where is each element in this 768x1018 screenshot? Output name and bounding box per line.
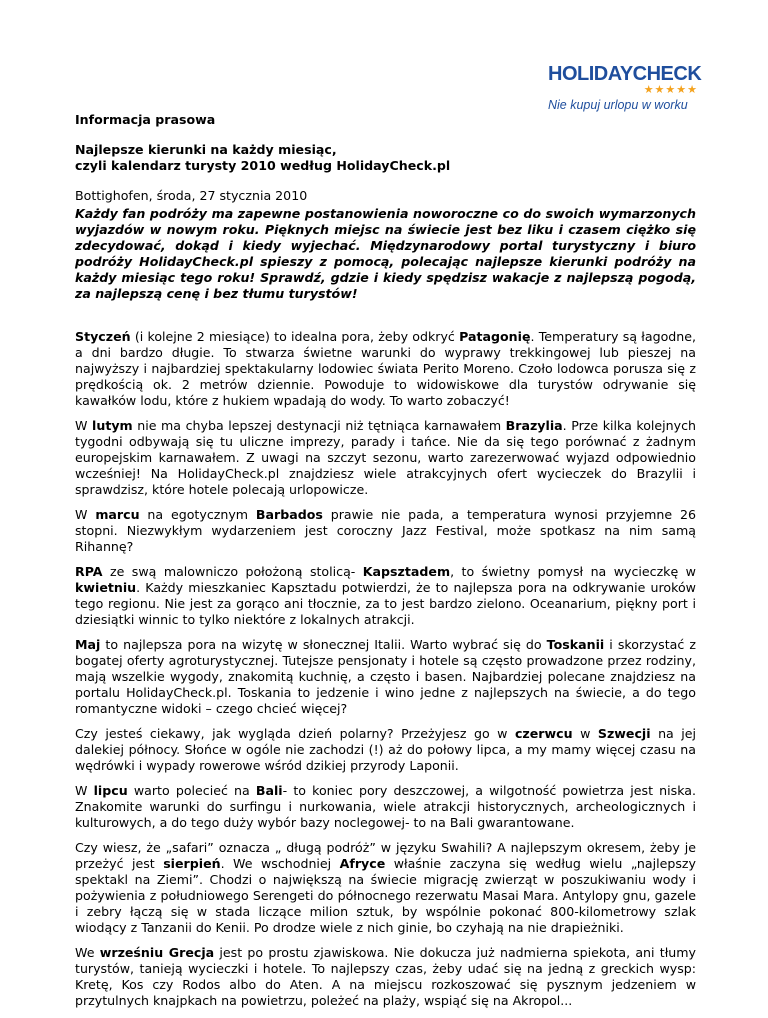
bold-term: Kapsztadem (362, 564, 451, 579)
document-label: Informacja prasowa (75, 112, 216, 127)
headline-line-2: czyli kalendarz turysty 2010 według HolidayCheck.pl (75, 158, 451, 173)
bold-term: lipcu (93, 783, 128, 798)
holidaycheck-logo[interactable] (548, 63, 702, 114)
bold-term: sierpień (163, 856, 221, 871)
logo-tagline: Nie kupuj urlopu w worku (548, 98, 688, 112)
text-run: W (75, 418, 93, 433)
text-run: jest po prostu zjawiskowa. Nie dokucza już nadmierna spiekota, ani tłumy turystów, tanieją wycieczki i hotele. To najlepszy czas, żeby udać się na jedną z greckich wysp: Kretę, Kos czy Rodos albo do Aten. A na miejscu rozkoszować się pysznym jedzeniem w przytulnych knajpkach na powietrzu, poleżeć na plaży, wspiąć się na Akropol... (75, 945, 696, 1008)
text-run: Czy wiesz, że „safari” oznacza „ długą podróż” w języku Swahili? A najlepszym okresem, żeby je przeżyć jest (75, 840, 696, 871)
bold-term: Bali (255, 783, 283, 798)
logo-part-holiday: HOLIDAY (548, 63, 633, 85)
bold-term: Afryce (339, 856, 386, 871)
bold-term: RPA (75, 564, 103, 579)
text-run: nie ma chyba lepszej destynacji niż tętniąca karnawałem (132, 418, 506, 433)
bold-term: kwietniu (75, 580, 137, 595)
bold-term: Brazylia (505, 418, 563, 433)
text-run: prawie nie pada, a temperatura wynosi przyjemne 26 stopni. Niezwykłym wydarzeniem jest coroczny Jazz Festival, może spotkasz na nim samą Rihannę? (75, 507, 696, 554)
headline (75, 142, 696, 174)
text-run: , to świetny pomysł na wycieczkę w (450, 564, 696, 579)
text-run: . Każdy mieszkaniec Kapsztadu potwierdzi, że to najlepsza pora na odkrywanie uroków tego regionu. Nie jest za gorąco ani tłocznie, za to jest bardzo zielono. Oceanarium, piękny port i dziesiątki winnic to tylko niektóre z lokalnych atrakcji. (75, 580, 696, 627)
text-run: warto polecieć na (127, 783, 256, 798)
logo-part-check: CHECK (632, 63, 702, 85)
bold-term: Toskanii (546, 637, 605, 652)
dateline: Bottighofen, środa, 27 stycznia 2010 (75, 188, 308, 203)
text-run: na egotycznym (139, 507, 256, 522)
text-run: . Temperatury są łagodne, a dni bardzo długie. To stwarza świetne warunki do wyprawy trekkingowej lub pieszej na najwyższy i najbardziej spektakularny lodowiec świata Perito Moreno. Czoło lodowca porusza się z prędkością ok. 2 metrów dziennie. Powoduje to widowiskowe dla turystów odrywanie się kawałków lodu, które z hukiem wpadają do wody. To warto zobaczyć! (75, 329, 696, 408)
paragraph-january (75, 329, 696, 409)
press-release-body (75, 112, 696, 1018)
text-run: Czy jesteś ciekawy, jak wygląda dzień polarny? Przeżyjesz go w (75, 726, 515, 741)
text-run: W (75, 783, 94, 798)
text-run: to najlepsza pora na wizytę w słonecznej Italii. Warto wybrać się do (100, 637, 547, 652)
paragraph-march (75, 507, 696, 555)
bold-term: Szwecji (597, 726, 651, 741)
paragraph-june (75, 726, 696, 774)
text-run: na jej dalekiej północy. Słońce w ogóle nie zachodzi (!) aż do połowy lipca, a my mamy więcej czasu na wędrówki i wypady rowerowe wśród dzikiej przyrody Laponii. (75, 726, 697, 773)
text-run: . Prze kilka kolejnych tygodni odbywają się tu uliczne imprezy, parady i tańce. Nie da się tego porównać z żadnym europejskim karnawałem. Z uwagi na szczyt sezonu, warto zarezerwować wyjazd odpowiednio wcześniej! Na HolidayCheck.pl znajdziesz wiele atrakcyjnych ofert wycieczek do Brazylii i sprawdzisz, które hotele polecają urlopowicze. (75, 418, 696, 497)
text-run: właśnie zaczyna się według wielu „najlepszy spektakl na Ziemi”. Chodzi o największą na świecie migrację zwierząt w poszukiwaniu wody i pożywienia z południowego Serengeti do północnego rezerwatu Masai Mara. Antylopy gnu, gazele i zebry łączą się w stada liczące milion sztuk, by wspólnie pokonać 800-kilometrowy szlak wiodący z Tanzanii do Kenii. Po drodze wiele z nich ginie, bo czyhają na nie drapieżniki. (75, 856, 696, 935)
bold-term: Patagonię (459, 329, 531, 344)
lead-paragraph: Każdy fan podróży ma zapewne postanowienia noworoczne co do swoich wymarzonych wyjazdów w nowym roku. Pięknych miejsc na świecie jest bez liku i czasem ciężko się zdecydować, dokąd i kiedy wyjechać. Międzynarodowy portal turystyczny i biuro podróży HolidayCheck.pl spieszy z pomocą, polecając najlepsze kierunki podróży na każdy miesiąc tego roku! Sprawdź, gdzie i kiedy spędzisz wakacje z najlepszą pogodą, za najlepszą cenę i bez tłumu turystów! (75, 206, 696, 301)
paragraph-may (75, 637, 696, 717)
rating-stars-icon: ★★★★★ (643, 83, 698, 96)
text-run: i skorzystać z bogatej oferty agroturystycznej. Tutejsze pensjonaty i hotele są często prowadzone przez rodziny, mają wszelkie wygody, znakomitą kuchnię, a często i basen. Najbardziej polecane znajdziesz na portalu HolidayCheck.pl. Toskania to jedzenie i wino jedne z najlepszych na świecie, a do tego romantyczne widoki – czego chcieć więcej? (75, 637, 696, 716)
bold-term: Maj (75, 637, 101, 652)
paragraph-february (75, 418, 696, 498)
text-run: ze swą malowniczo położoną stolicą- (102, 564, 363, 579)
text-run: We (75, 945, 100, 960)
headline-line-1: Najlepsze kierunki na każdy miesiąc, (75, 142, 337, 157)
logo-wordmark (548, 63, 702, 85)
paragraph-august (75, 840, 696, 936)
bold-term: czerwcu (514, 726, 573, 741)
text-run: w (572, 726, 598, 741)
bold-term: Barbados (255, 507, 323, 522)
text-run: - to koniec pory deszczowej, a wilgotność powietrza jest niska. Znakomite warunki do surfingu i nurkowania, wiele atrakcji historycznych, archeologicznych i kulturowych, a do tego duży wybór bazy noclegowej- to na Bali gwarantowane. (75, 783, 696, 830)
text-run: . We wschodniej (220, 856, 340, 871)
paragraph-september (75, 945, 696, 1009)
bold-term: wrześniu Grecja (99, 945, 215, 960)
bold-term: Styczeń (75, 329, 131, 344)
text-run: W (75, 507, 96, 522)
bold-term: lutym (92, 418, 133, 433)
paragraph-july (75, 783, 696, 831)
text-run: (i kolejne 2 miesiące) to idealna pora, żeby odkryć (130, 329, 460, 344)
bold-term: marcu (95, 507, 140, 522)
paragraph-april (75, 564, 696, 628)
